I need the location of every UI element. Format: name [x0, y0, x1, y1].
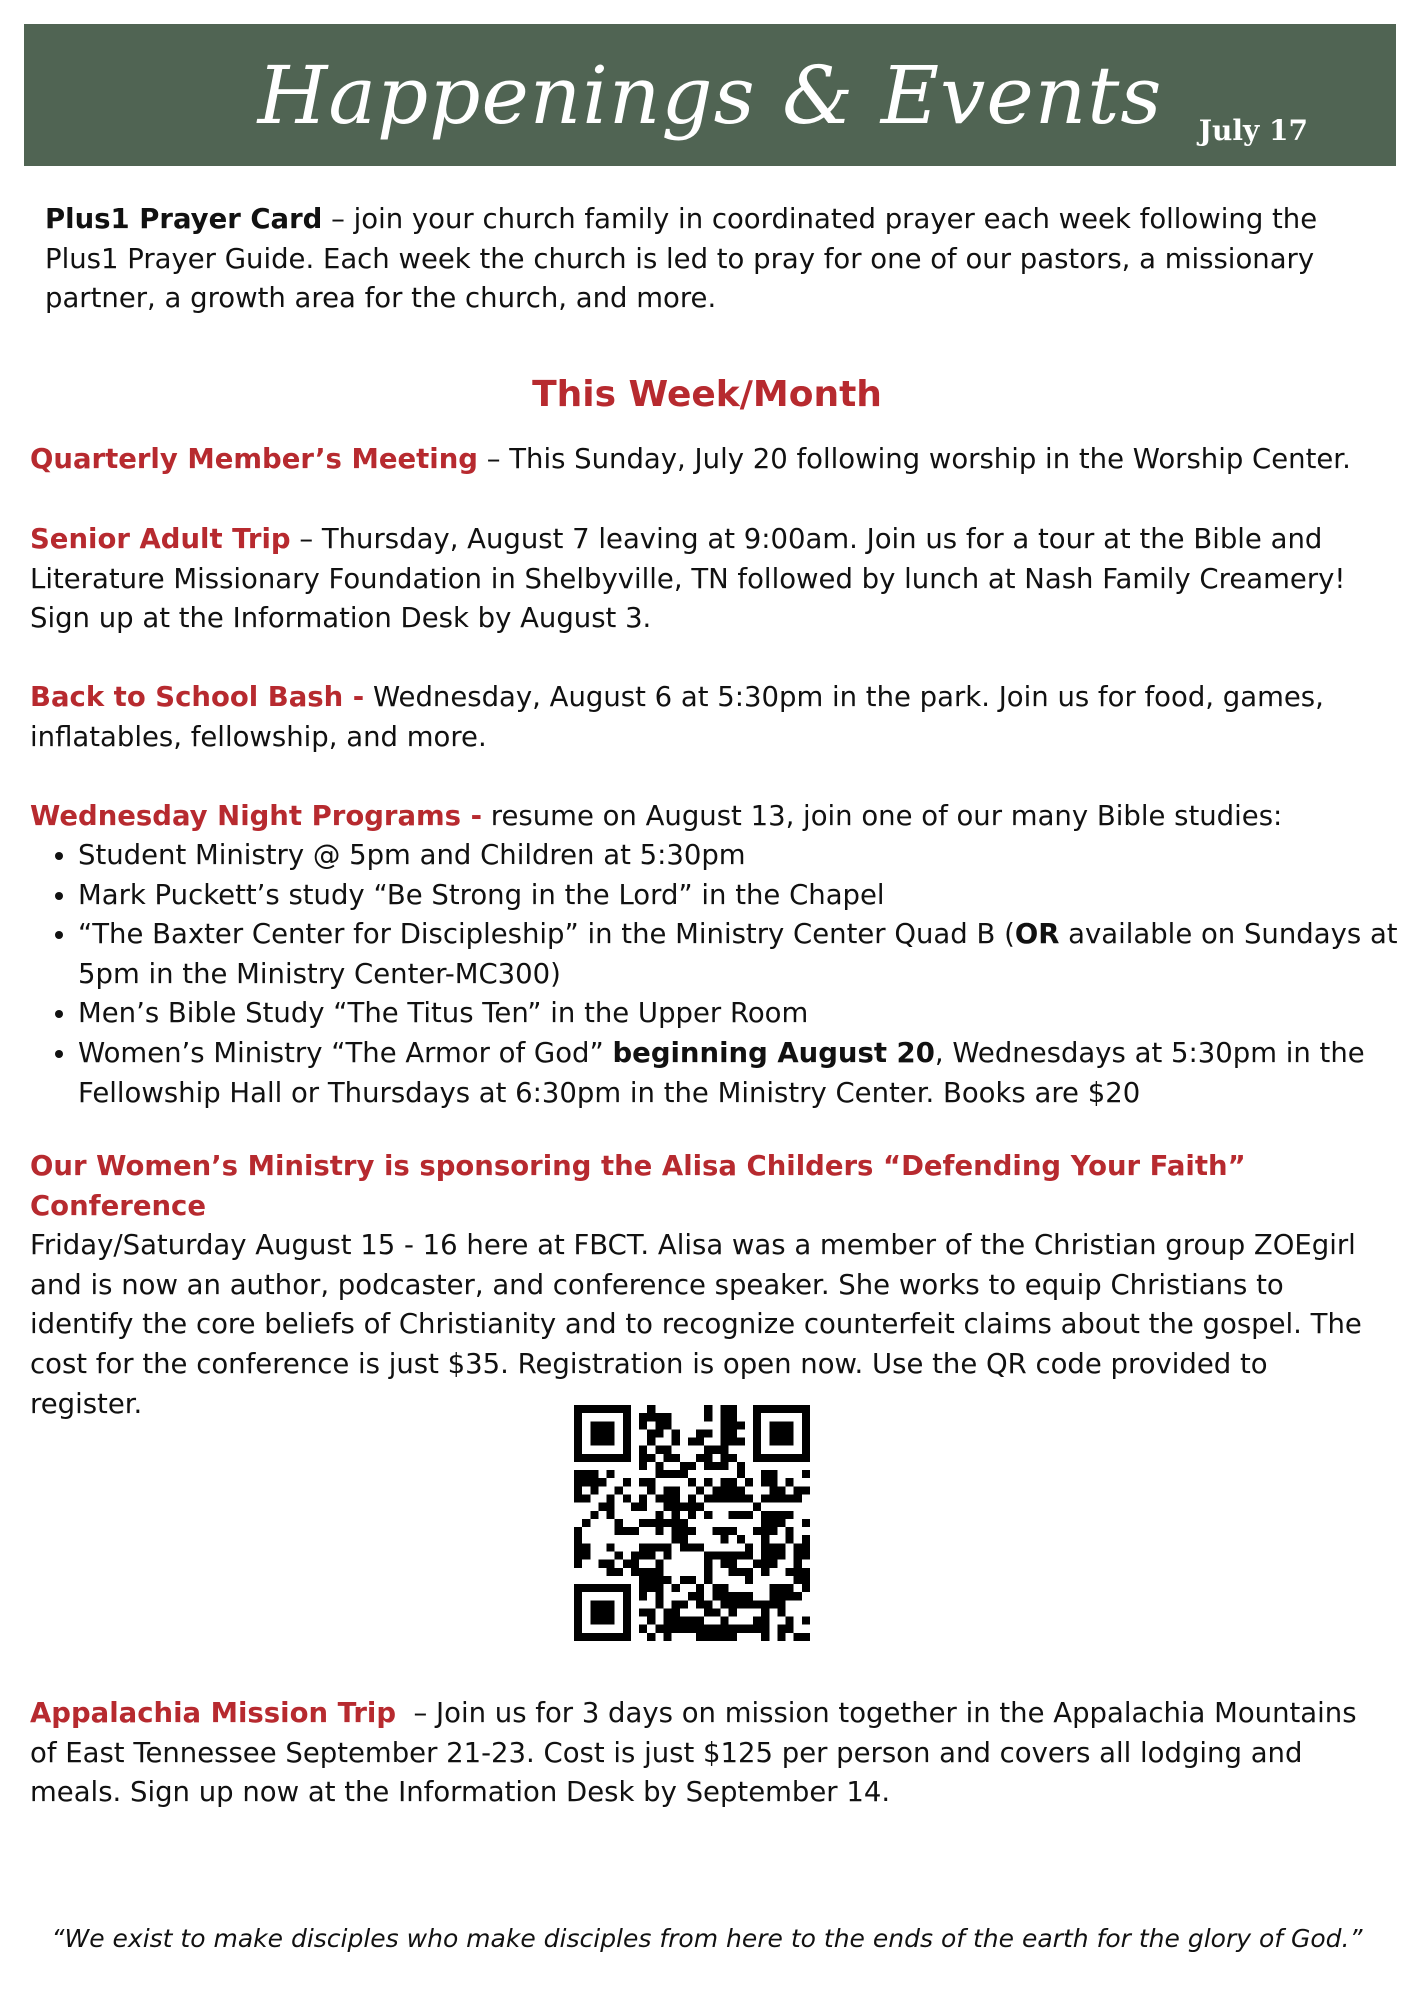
back-to-school-title: Back to School Bash -	[30, 681, 365, 713]
back-to-school-paragraph	[30, 678, 1375, 757]
header-date: July 17	[1198, 114, 1308, 147]
list-item-text: Women’s Ministry “The Armor of God”	[78, 1036, 613, 1069]
list-item-text: “The Baxter Center for Discipleship” in the Ministry Center Quad B (	[78, 918, 1015, 951]
conference-paragraph	[30, 1147, 1375, 1424]
list-item: • Men’s Bible Study “The Titus Ten” in the Upper Room	[78, 994, 1414, 1034]
wednesday-paragraph	[30, 797, 1375, 837]
plus1-text: – join your church family in coordinated prayer each week following the Plus1 Prayer Guide. Each week the church is led to pray for one of our pastors, a missionary partner, a growth area for the church, and more.	[45, 203, 1318, 315]
wednesday-text: resume on August 13, join one of our many Bible studies:	[482, 800, 1283, 832]
header-banner	[24, 24, 1396, 166]
senior-trip-paragraph	[30, 520, 1375, 639]
list-item: • Mark Puckett’s study “Be Strong in the Lord” in the Chapel	[78, 876, 1414, 916]
list-item: • Student Ministry @ 5pm and Children at 5:30pm	[78, 836, 1414, 876]
list-item-text: available on Sundays at 5pm in the Ministry Center-MC300)	[78, 918, 1398, 990]
mission-statement: “We exist to make disciples who make disciples from here to the ends of the earth for the glory of God.”	[51, 1924, 1363, 1953]
senior-trip-title: Senior Adult Trip	[30, 523, 291, 555]
section-title: This Week/Month	[532, 374, 882, 415]
meeting-paragraph	[30, 440, 1375, 480]
list-item-emphasis: beginning August 20	[612, 1036, 935, 1069]
qr-code-icon[interactable]	[574, 1405, 810, 1641]
back-to-school-text: Wednesday, August 6 at 5:30pm in the park. Join us for food, games, inflatables, fellowship, and more.	[30, 681, 1324, 753]
list-item	[78, 915, 1414, 994]
list-item-emphasis: OR	[1014, 918, 1060, 951]
list-item-text: , Wednesdays at 5:30pm in the Fellowship Hall or Thursdays at 6:30pm in the Ministry Center. Books are $20	[78, 1036, 1365, 1109]
wednesday-title: Wednesday Night Programs -	[30, 800, 483, 832]
meeting-text: – This Sunday, July 20 following worship in the Worship Center.	[477, 443, 1351, 475]
mission-paragraph	[30, 1694, 1375, 1813]
mission-text: – Join us for 3 days on mission together in the Appalachia Mountains of East Tennessee September 21-23. Cost is just $125 per person and covers all lodging and meals. Sign up now at the Information Desk by September 14.	[30, 1697, 1366, 1809]
wednesday-programs-list	[30, 836, 1414, 1113]
header-title: Happenings & Events	[257, 49, 1163, 142]
meeting-title: Quarterly Member’s Meeting	[30, 443, 478, 475]
list-item	[78, 1034, 1414, 1113]
conference-text: Friday/Saturday August 15 - 16 here at FBCT. Alisa was a member of the Christian group ZOEgirl and is now an author, podcaster, and conference speaker. She works to equip Christians to identify the core beliefs of Christianity and to recognize counterfeit claims about the gospel. The cost for the conference is just $35. Registration is open now. Use the QR code provided to register.	[30, 1229, 1362, 1420]
senior-trip-text: – Thursday, August 7 leaving at 9:00am. Join us for a tour at the Bible and Literature Missionary Foundation in Shelbyville, TN followed by lunch at Nash Family Creamery! Sign up at the Information Desk by August 3.	[30, 523, 1346, 635]
plus1-paragraph	[45, 200, 1380, 319]
plus1-title: Plus1 Prayer Card	[45, 203, 323, 235]
mission-title: Appalachia Mission Trip	[30, 1697, 397, 1729]
conference-title: Our Women’s Ministry is sponsoring the Alisa Childers “Defending Your Faith” Conference	[30, 1150, 1246, 1222]
